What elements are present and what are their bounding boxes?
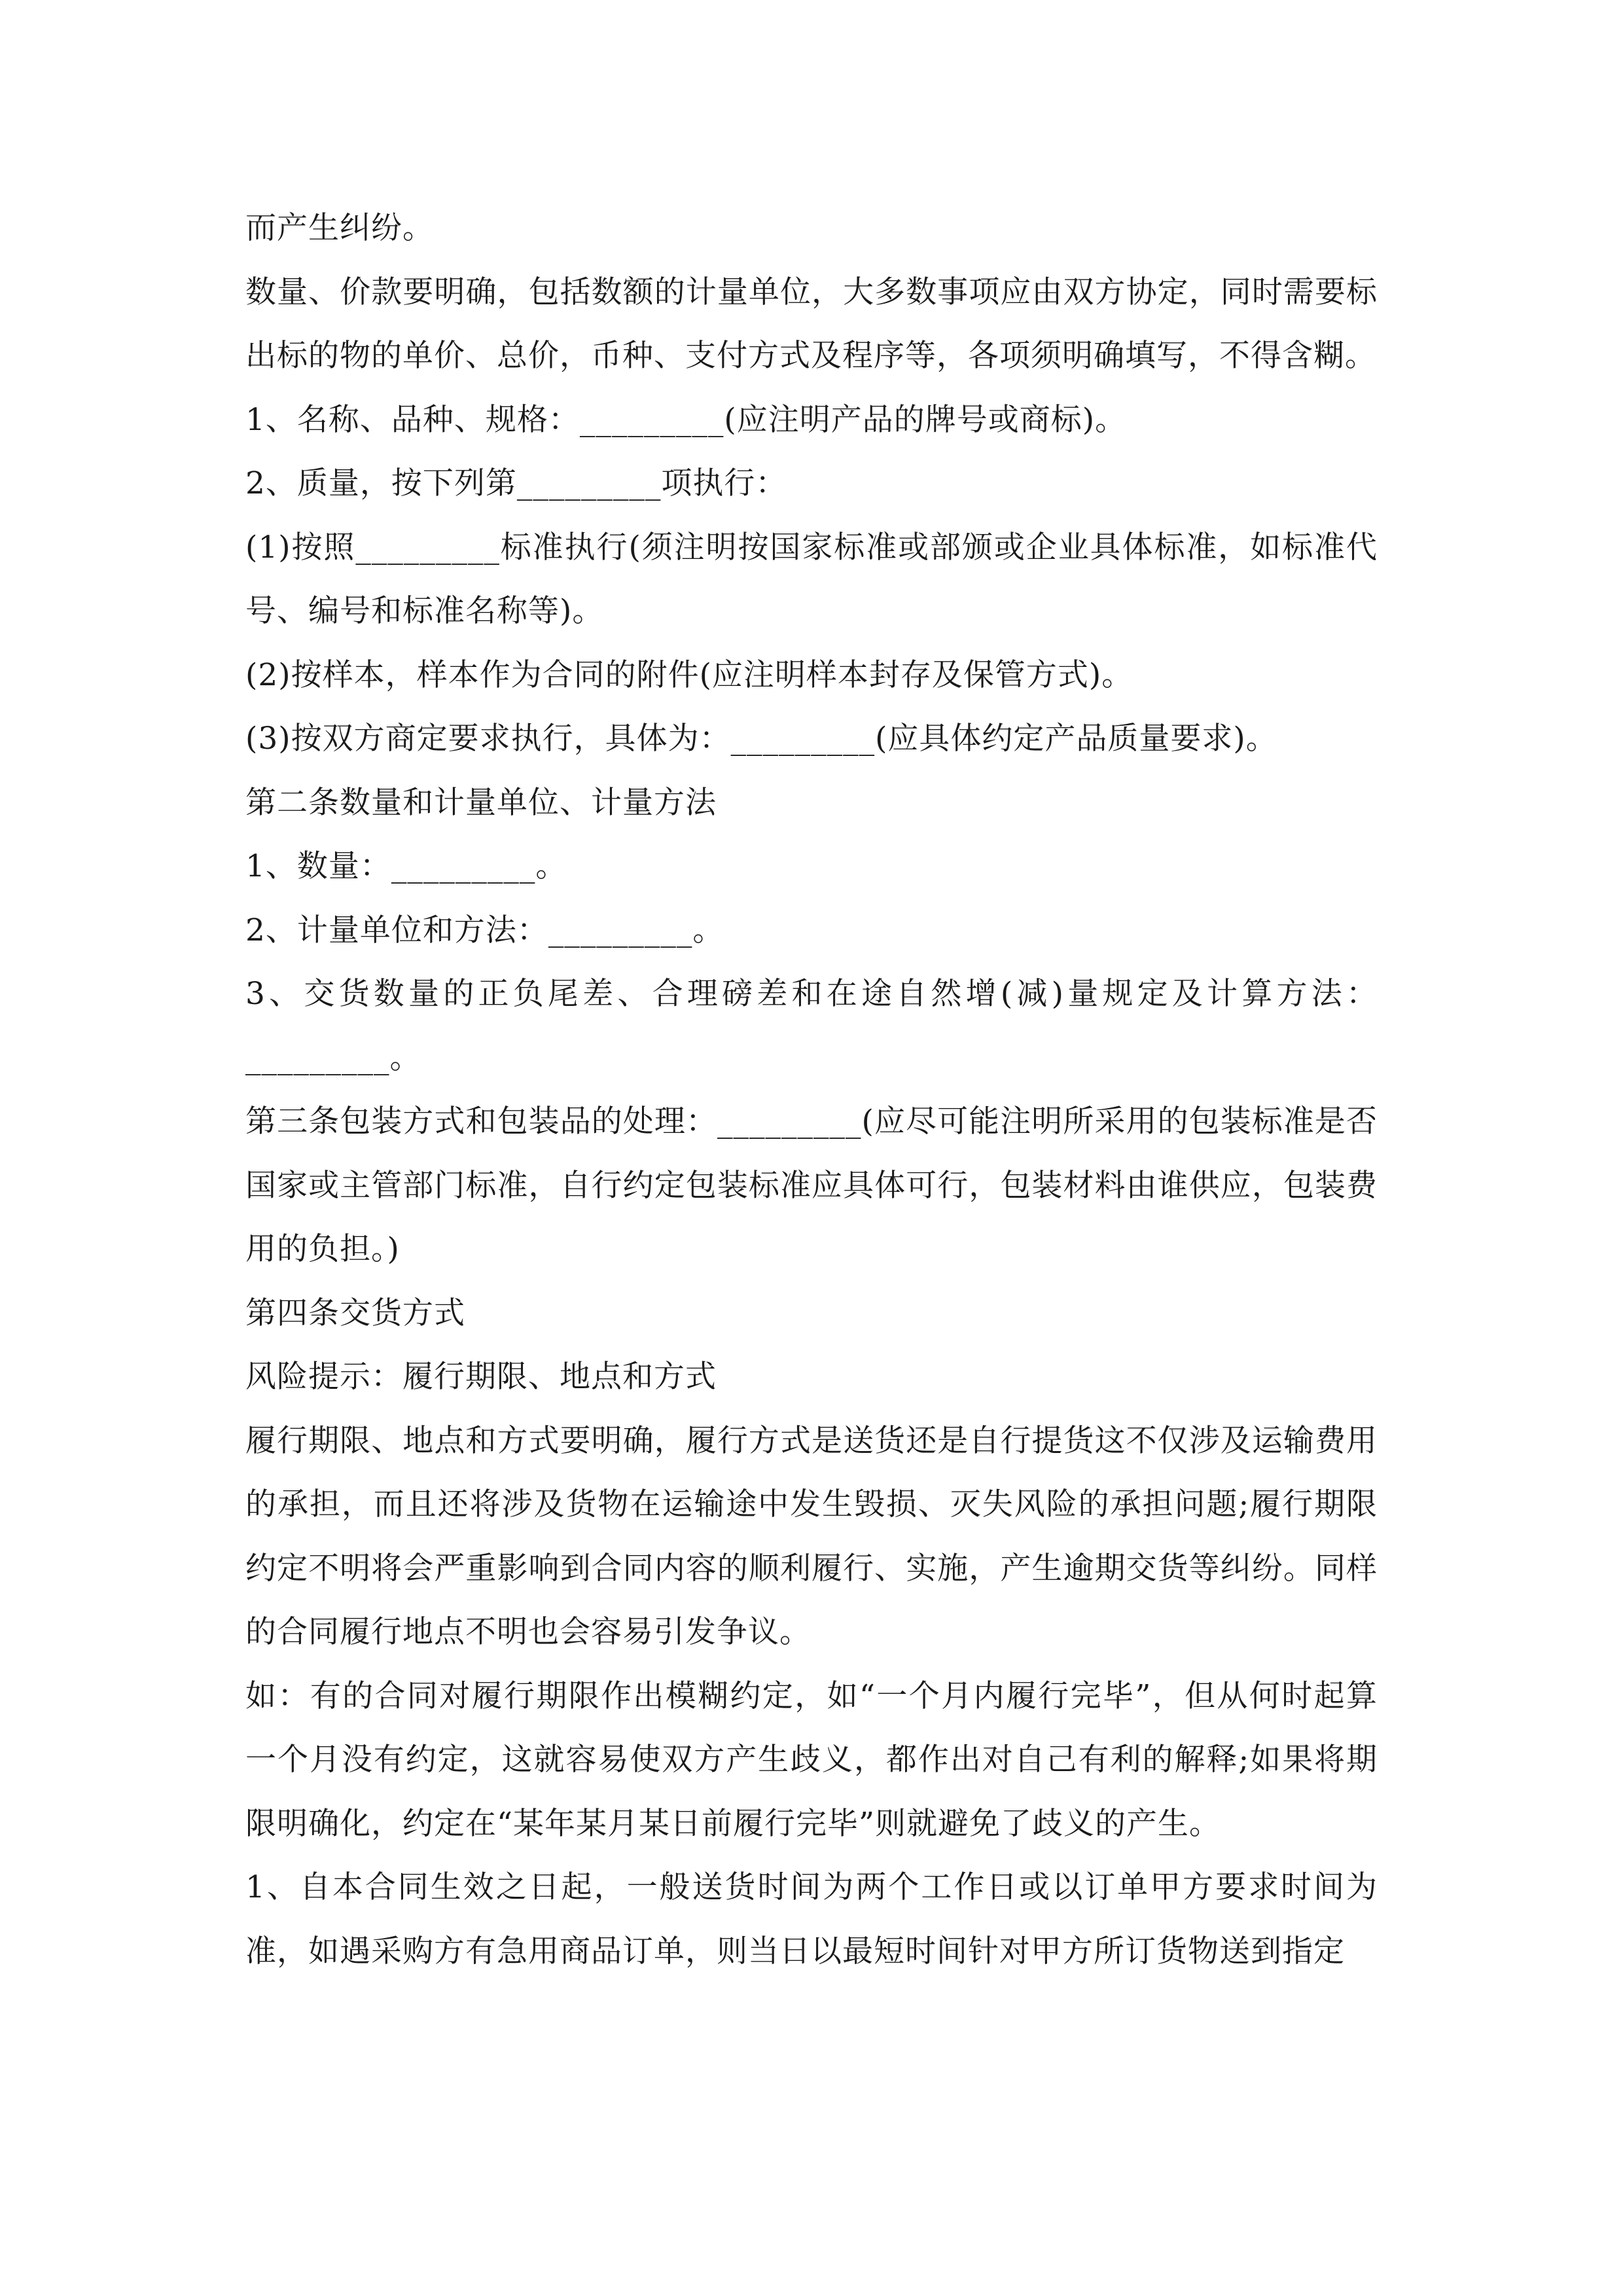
clause-quantity: 1、数量：_________。 [245,848,567,884]
paragraph-continuation: 而产生纠纷。 [245,210,434,246]
document-body [245,196,1378,1983]
clause-quality: 2、质量，按下列第_________项执行： [245,465,787,501]
clause-measure-unit: 2、计量单位和方法：_________。 [245,912,724,948]
article-2-heading: 第二条数量和计量单位、计量方法 [245,784,717,821]
clause-quality-option-1: (1)按照_________标准执行(须注明按国家标准或部颁或企业具体标准，如标准代号、编号和标准名称等)。 [245,529,1378,629]
clause-delivery-time: 1、自本合同生效之日起，一般送货时间为两个工作日或以订单甲方要求时间为准，如遇采购方有急用商品订单，则当日以最短时间针对甲方所订货物送到指定 [245,1869,1378,1969]
clause-tolerance: 3、交货数量的正负尾差、合理磅差和在途自然增(减)量规定及计算方法：_________。 [245,976,1378,1076]
risk-warning-heading: 风险提示：履行期限、地点和方式 [245,1359,717,1395]
article-3-packaging: 第三条包装方式和包装品的处理：_________(应尽可能注明所采用的包装标准是否国家或主管部门标准，自行约定包装标准应具体可行，包装材料由谁供应，包装费用的负担。) [245,1103,1378,1267]
article-4-heading: 第四条交货方式 [245,1295,465,1331]
clause-quality-option-3: (3)按双方商定要求执行，具体为：_________(应具体约定产品质量要求)。 [245,721,1277,757]
paragraph-quantity-price: 数量、价款要明确，包括数额的计量单位，大多数事项应由双方协定，同时需要标出标的物的单价、总价，币种、支付方式及程序等，各项须明确填写，不得含糊。 [245,274,1378,374]
clause-quality-option-2: (2)按样本，样本作为合同的附件(应注明样本封存及保管方式)。 [245,656,1133,693]
paragraph-performance-terms: 履行期限、地点和方式要明确，履行方式是送货还是自行提货这不仅涉及运输费用的承担，而且还将涉及货物在运输途中发生毁损、灭失风险的承担问题;履行期限约定不明将会严重影响到合同内容的顺利履行、实施，产生逾期交货等纠纷。同样的合同履行地点不明也会容易引发争议。 [245,1422,1378,1650]
clause-name-spec: 1、名称、品种、规格：_________(应注明产品的牌号或商标)。 [245,401,1127,438]
paragraph-example: 如：有的合同对履行期限作出模糊约定，如“一个月内履行完毕”，但从何时起算一个月没有约定，这就容易使双方产生歧义，都作出对自己有利的解释;如果将期限明确化，约定在“某年某月某日前履行完毕”则就避免了歧义的产生。 [245,1677,1378,1842]
